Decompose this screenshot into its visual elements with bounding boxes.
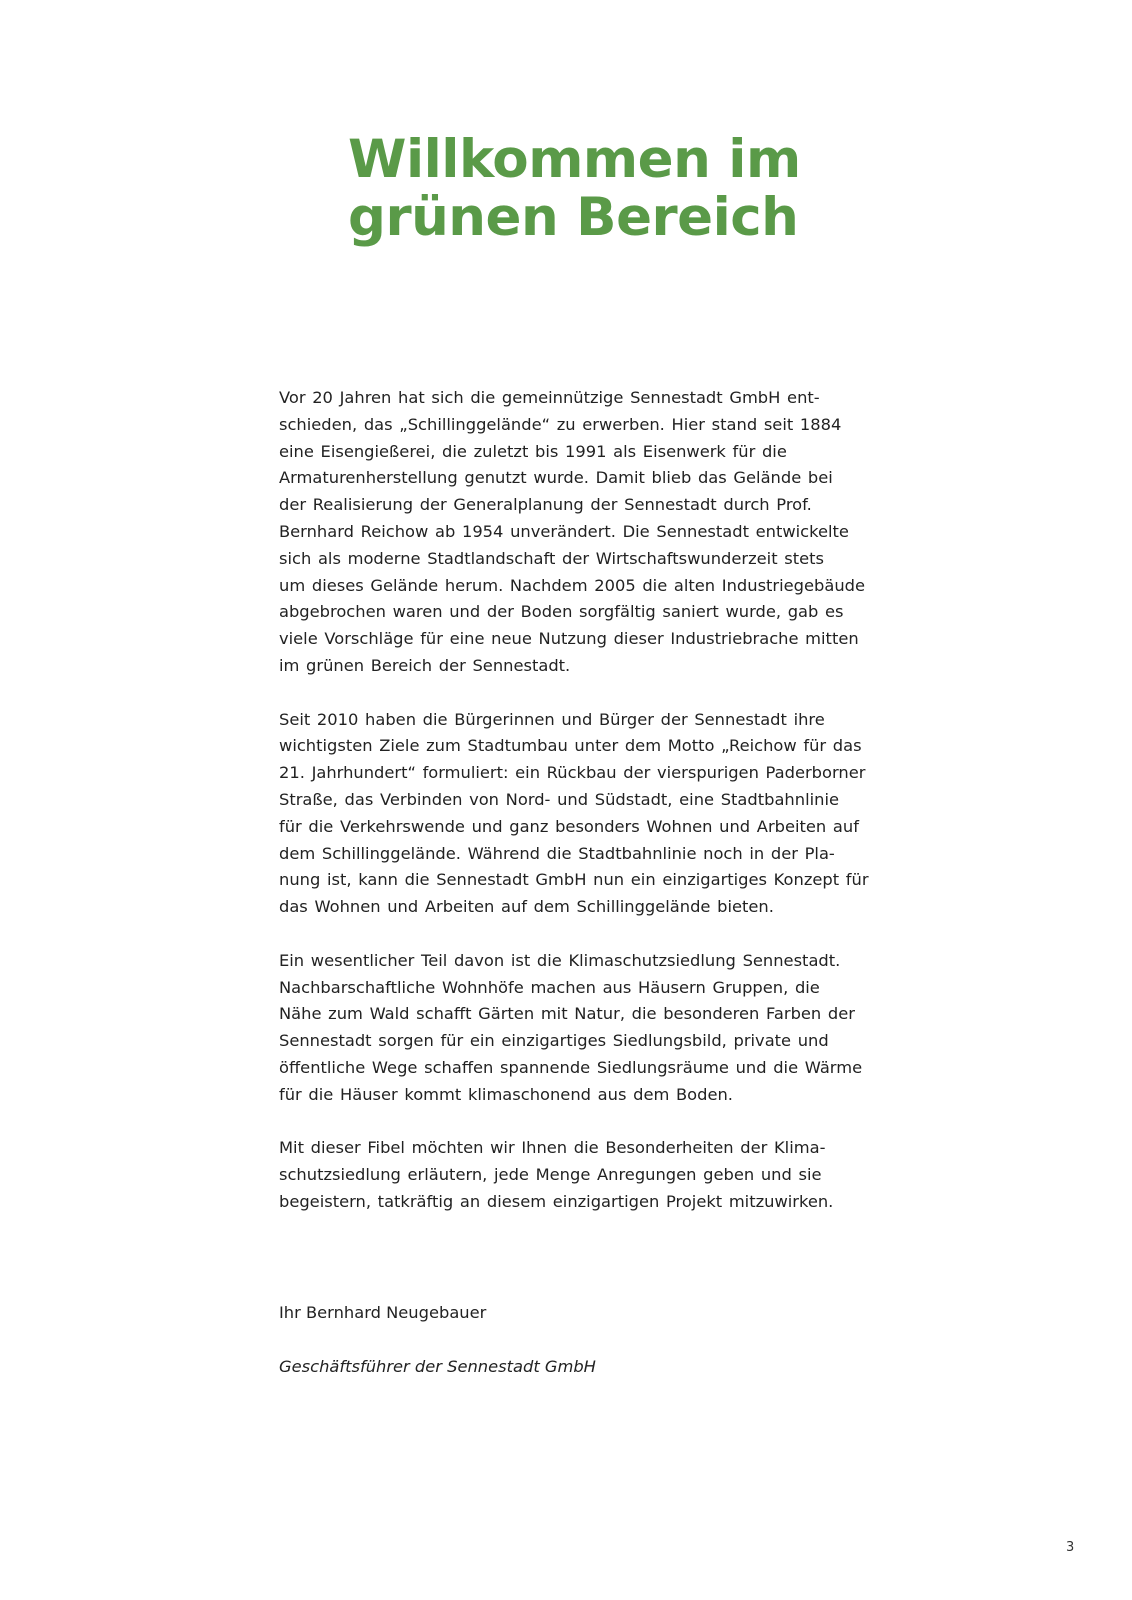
text-line: im grünen Bereich der Sennestadt. (279, 655, 571, 675)
text-line: abgebrochen waren und der Boden sorgfältig saniert wurde, gab es (279, 602, 844, 622)
text-line: Straße, das Verbinden von Nord- und Südstadt, eine Stadtbahnlinie (279, 789, 839, 809)
text-line: Ein wesentlicher Teil davon ist die Klimaschutzsiedlung Sennestadt. (279, 950, 841, 970)
signature: Ihr Bernhard Neugebauer (279, 1303, 487, 1322)
text-line: nung ist, kann die Sennestadt GmbH nun ein einzigartiges Konzept für (279, 870, 869, 890)
text-line: der Realisierung der Generalplanung der Sennestadt durch Prof. (279, 495, 812, 515)
text-line: sich als moderne Stadtlandschaft der Wirtschaftswunderzeit stets (279, 548, 825, 568)
text-line: schutzsiedlung erläutern, jede Menge Anregungen geben und sie (279, 1165, 822, 1185)
paragraph-4 (279, 1135, 859, 1215)
paragraph-2 (279, 707, 869, 921)
text-line: wichtigsten Ziele zum Stadtumbau unter dem Motto „Reichow für das (279, 736, 862, 756)
page-number: 3 (1066, 1540, 1075, 1555)
text-line: Seit 2010 haben die Bürgerinnen und Bürger der Sennestadt ihre (279, 709, 825, 729)
text-line: das Wohnen und Arbeiten auf dem Schillinggelände bieten. (279, 897, 774, 917)
text-line: dem Schillinggelände. Während die Stadtbahnlinie noch in der Pla- (279, 843, 835, 863)
text-line: eine Eisengießerei, die zuletzt bis 1991 als Eisenwerk für die (279, 441, 787, 461)
body-text (279, 385, 869, 1243)
page-title (348, 131, 868, 247)
text-line: begeistern, tatkräftig an diesem einzigartigen Projekt mitzuwirken. (279, 1191, 834, 1211)
text-line: für die Verkehrswende und ganz besonders Wohnen und Arbeiten auf (279, 816, 859, 836)
paragraph-1 (279, 385, 866, 680)
text-line: Sennestadt sorgen für ein einzigartiges Siedlungsbild, private und (279, 1031, 829, 1051)
text-line: Armaturenherstellung genutzt wurde. Damit blieb das Gelände bei (279, 468, 833, 488)
text-line: Bernhard Reichow ab 1954 unverändert. Die Sennestadt entwickelte (279, 521, 849, 541)
text-line: um dieses Gelände herum. Nachdem 2005 die alten Industriegebäude (279, 575, 866, 595)
text-line: schieden, das „Schillinggelände“ zu erwerben. Hier stand seit 1884 (279, 414, 842, 434)
signer-role: Geschäftsführer der Sennestadt GmbH (279, 1357, 596, 1376)
page-title-line-2: grünen Bereich (348, 187, 799, 248)
text-line: Vor 20 Jahren hat sich die gemeinnützige Sennestadt GmbH ent- (279, 388, 820, 407)
text-line: Nähe zum Wald schafft Gärten mit Natur, die besonderen Farben der (279, 1004, 855, 1024)
text-line: Nachbarschaftliche Wohnhöfe machen aus Häusern Gruppen, die (279, 977, 820, 997)
text-line: 21. Jahrhundert“ formuliert: ein Rückbau der vierspurigen Paderborner (279, 763, 866, 783)
page-title-line-1: Willkommen im (348, 129, 801, 190)
text-line: viele Vorschläge für eine neue Nutzung dieser Industriebrache mitten (279, 629, 859, 649)
text-line: Mit dieser Fibel möchten wir Ihnen die Besonderheiten der Klima- (279, 1138, 826, 1158)
text-line: öffentliche Wege schaffen spannende Siedlungsräume und die Wärme (279, 1057, 863, 1077)
text-line: für die Häuser kommt klimaschonend aus dem Boden. (279, 1084, 733, 1104)
paragraph-3 (279, 948, 863, 1109)
